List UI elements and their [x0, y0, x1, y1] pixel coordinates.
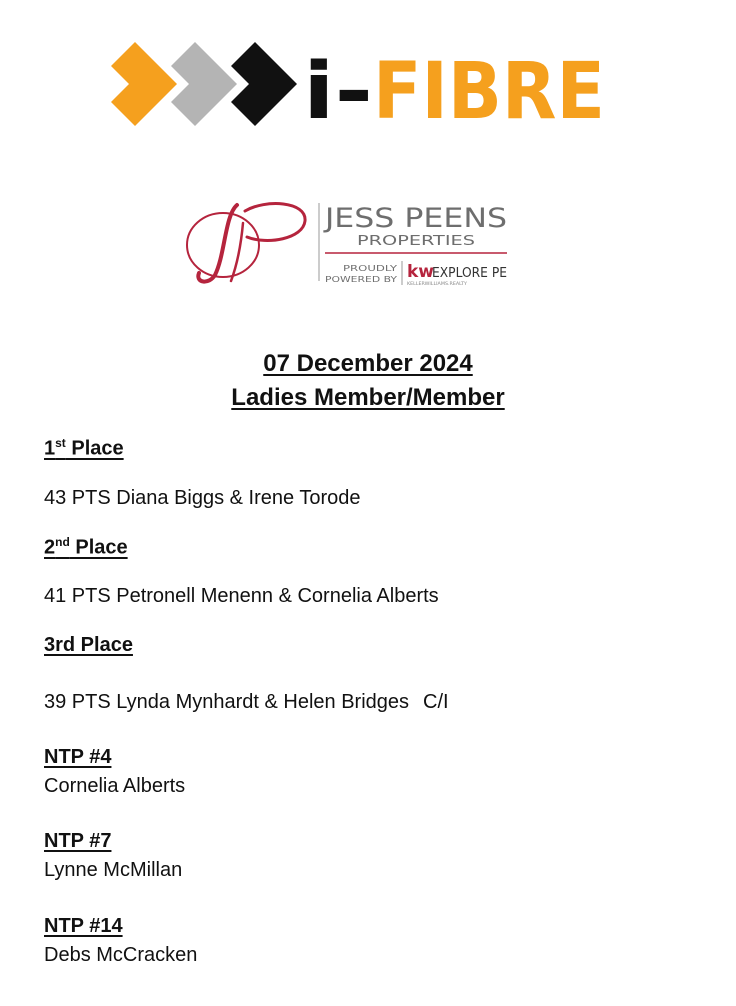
explore-pe-text: EXPLORE PE: [432, 266, 507, 281]
powered-by-text: POWERED BY: [325, 275, 398, 284]
ntp-4-name: Cornelia Alberts: [44, 775, 186, 797]
ntp-7-label: NTP #7: [44, 830, 112, 852]
ifibre-prefix: i-: [303, 47, 373, 126]
jesspeens-logo: [185, 195, 515, 290]
proudly-text: PROUDLY: [343, 264, 398, 273]
jp-monogram-icon: [187, 204, 305, 282]
ntp-7-name: Lynne McMillan: [44, 859, 183, 881]
event-heading: Ladies Member/Member: [231, 384, 505, 411]
third-place-note: C/I: [423, 691, 449, 713]
second-place-result: 41 PTS Petronell Menenn & Cornelia Alberts: [44, 585, 439, 607]
jesspeens-name: JESS PEENS: [322, 203, 507, 234]
ifibre-logo: [111, 42, 611, 126]
kw-small-text: KELLERWILLIAMS.REALTY: [407, 281, 468, 286]
date-heading: 07 December 2024: [263, 350, 473, 377]
second-place-label: 2nd Place: [44, 535, 128, 559]
orange-diamond-shape: [111, 42, 177, 126]
black-diamond-shape: [231, 42, 297, 126]
ntp-14-label: NTP #14: [44, 915, 123, 937]
third-place-label: 3rd Place: [44, 634, 133, 656]
third-place-result: 39 PTS Lynda Mynhardt & Helen Bridges C/I: [44, 691, 449, 713]
grey-diamond-shape: [171, 42, 237, 126]
first-place-result: 43 PTS Diana Biggs & Irene Torode: [44, 487, 361, 509]
kw-mark: kw: [407, 262, 435, 282]
jesspeens-subname: PROPERTIES: [357, 234, 475, 249]
ifibre-main: FIBRE: [373, 47, 605, 126]
ntp-4-label: NTP #4: [44, 746, 112, 768]
ntp-14-name: Debs McCracken: [44, 944, 198, 966]
first-place-label: 1st Place: [44, 436, 124, 460]
